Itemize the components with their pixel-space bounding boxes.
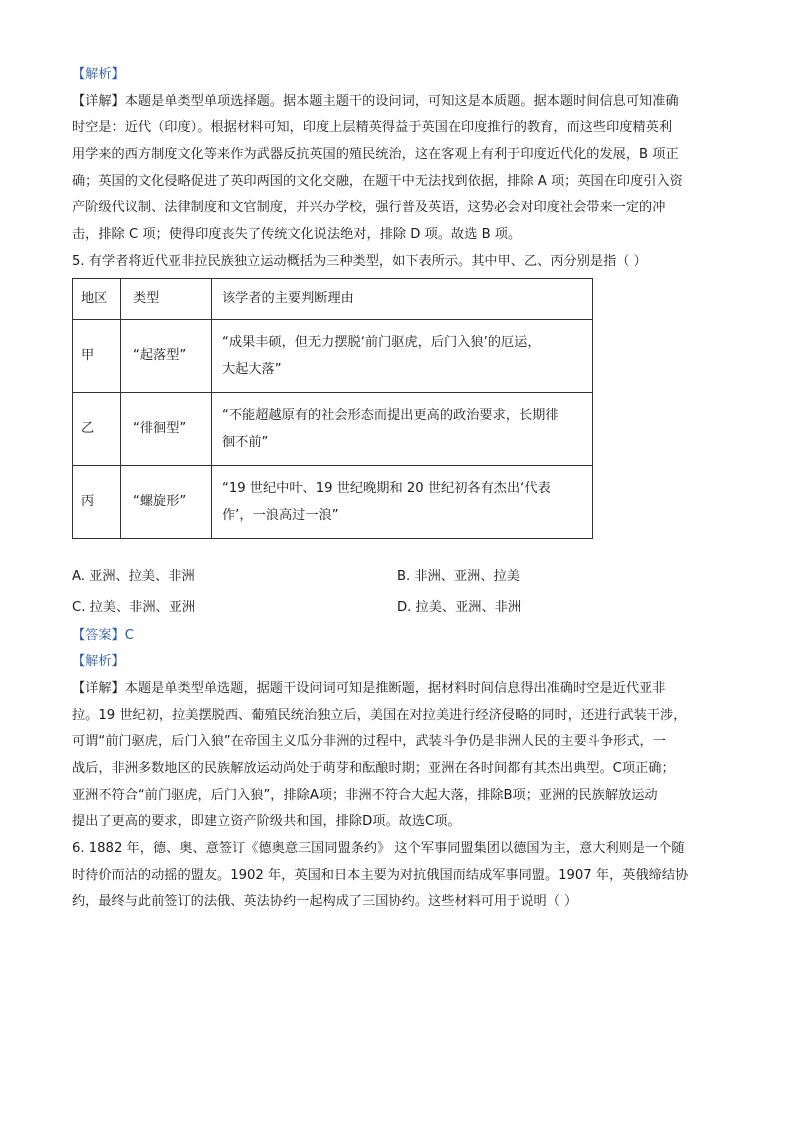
analysis-line: 击，排除 C 项；使得印度丧失了传统文化说法绝对，排除 D 项。故选 B 项。 [72, 227, 522, 243]
question-stem-line: 约，最终与此前签订的法俄、英法协约一起构成了三国协约。这些材料可用于说明（ ） [72, 894, 578, 910]
table-row [73, 392, 593, 465]
table-cell-type: “起落型” [121, 319, 212, 392]
analysis-line: 亚洲不符合“前门驱虎，后门入狼”，排除A项；非洲不符合大起大落，排除B项；亚洲的民族解放运动 [72, 787, 658, 803]
question-stem-line: 时待价而沽的动摇的盟友。1902 年，英国和日本主要为对抗俄国而结成军事同盟。1907 年，英俄缔结协 [72, 867, 689, 883]
analysis-line: 可谓“前门驱虎，后门入狼”在帝国主义瓜分非洲的过程中，武装斗争仍是非洲人民的主要斗争形式，一 [72, 734, 666, 750]
reason-line: “19 世纪中叶、19 世纪晚期和 20 世纪初各有杰出‘代表 [222, 480, 551, 496]
question-6 [72, 836, 724, 916]
question-stem: 5. 有学者将近代亚非拉民族独立运动概括为三种类型，如下表所示。其中甲、乙、丙分别是指（ ） [72, 253, 647, 269]
table-cell-type: “徘徊型” [121, 392, 212, 465]
analysis-line: 用学来的西方制度文化等来作为武器反抗英国的殖民统治，这在客观上有利于印度近代化的发展，B 项正 [72, 147, 679, 163]
table-cell-reason [212, 465, 593, 538]
answer-options [72, 561, 724, 623]
reason-line: “成果丰硕，但无力摆脱‘前门驱虎，后门入狼’的厄运， [222, 334, 541, 350]
table-header-cell: 类型 [121, 278, 212, 319]
analysis-line: 拉。19 世纪初，拉美摆脱西、葡殖民统治独立后，美国在对拉美进行经济侵略的同时，还进行武装干涉， [72, 707, 687, 723]
prev-analysis-section [72, 62, 724, 249]
analysis-line: 提出了更高的要求，即建立资产阶级共和国，排除D项。故选C项。 [72, 814, 461, 830]
table-header-row [73, 278, 593, 319]
option-d: D. 拉美、亚洲、非洲 [397, 599, 522, 615]
page-content [72, 62, 724, 916]
question-stem-line: 6. 1882 年，德、奥、意签订《德奥意三国同盟条约》 这个军事同盟集团以德国为主，意大利则是一个随 [72, 841, 685, 856]
table-cell-type: “螺旋形” [121, 465, 212, 538]
reason-line: 作’，一浪高过一浪” [222, 507, 339, 523]
options-row [72, 561, 724, 592]
option-a: A. 亚洲、拉美、非洲 [72, 568, 195, 584]
analysis-line: 时空是：近代（印度）。根据材料可知，印度上层精英得益于英国在印度推行的教育，而这些印度精英利 [72, 120, 673, 136]
answer-label: 【答案】C [72, 627, 134, 643]
analysis-line: 产阶级代议制、法律制度和文官制度，并兴办学校，强行普及英语，这势必会对印度社会带来一定的冲 [72, 200, 666, 216]
analysis-line: 【详解】本题是单类型单项选择题。据本题主题干的设问词，可知这是本质题。据本题时间信息可知准确 [72, 93, 679, 109]
reason-line: 徊不前” [222, 434, 269, 450]
table-cell-region: 乙 [73, 392, 121, 465]
analysis-line: 战后，非洲多数地区的民族解放运动尚处于萌芽和酝酿时期；亚洲在各时间都有其杰出典型。C项正确； [72, 760, 675, 776]
table-row [73, 319, 593, 392]
table-header-cell: 该学者的主要判断理由 [212, 278, 593, 319]
table-header-cell: 地区 [73, 278, 121, 319]
reason-line: “不能超越原有的社会形态而提出更高的政治要求，长期徘 [222, 407, 559, 423]
table-cell-region: 丙 [73, 465, 121, 538]
table-cell-region: 甲 [73, 319, 121, 392]
analysis-line: 【详解】本题是单类型单选题，据题干设问词可知是推断题，据材料时间信息得出准确时空是近代亚非 [72, 680, 666, 696]
analysis-label: 【解析】 [72, 654, 125, 670]
reason-line: 大起大落” [222, 361, 282, 377]
analysis-line: 确；英国的文化侵略促进了英印两国的文化交融，在题干中无法找到依据，排除 A 项；英国在印度引入资 [72, 173, 683, 189]
question-5 [72, 249, 724, 836]
option-b: B. 非洲、亚洲、拉美 [397, 568, 520, 584]
analysis-label: 【解析】 [72, 67, 125, 82]
table-row [73, 465, 593, 538]
table-cell-reason [212, 392, 593, 465]
options-row [72, 592, 724, 623]
question-table [72, 278, 593, 539]
table-cell-reason [212, 319, 593, 392]
option-c: C. 拉美、非洲、亚洲 [72, 599, 196, 615]
